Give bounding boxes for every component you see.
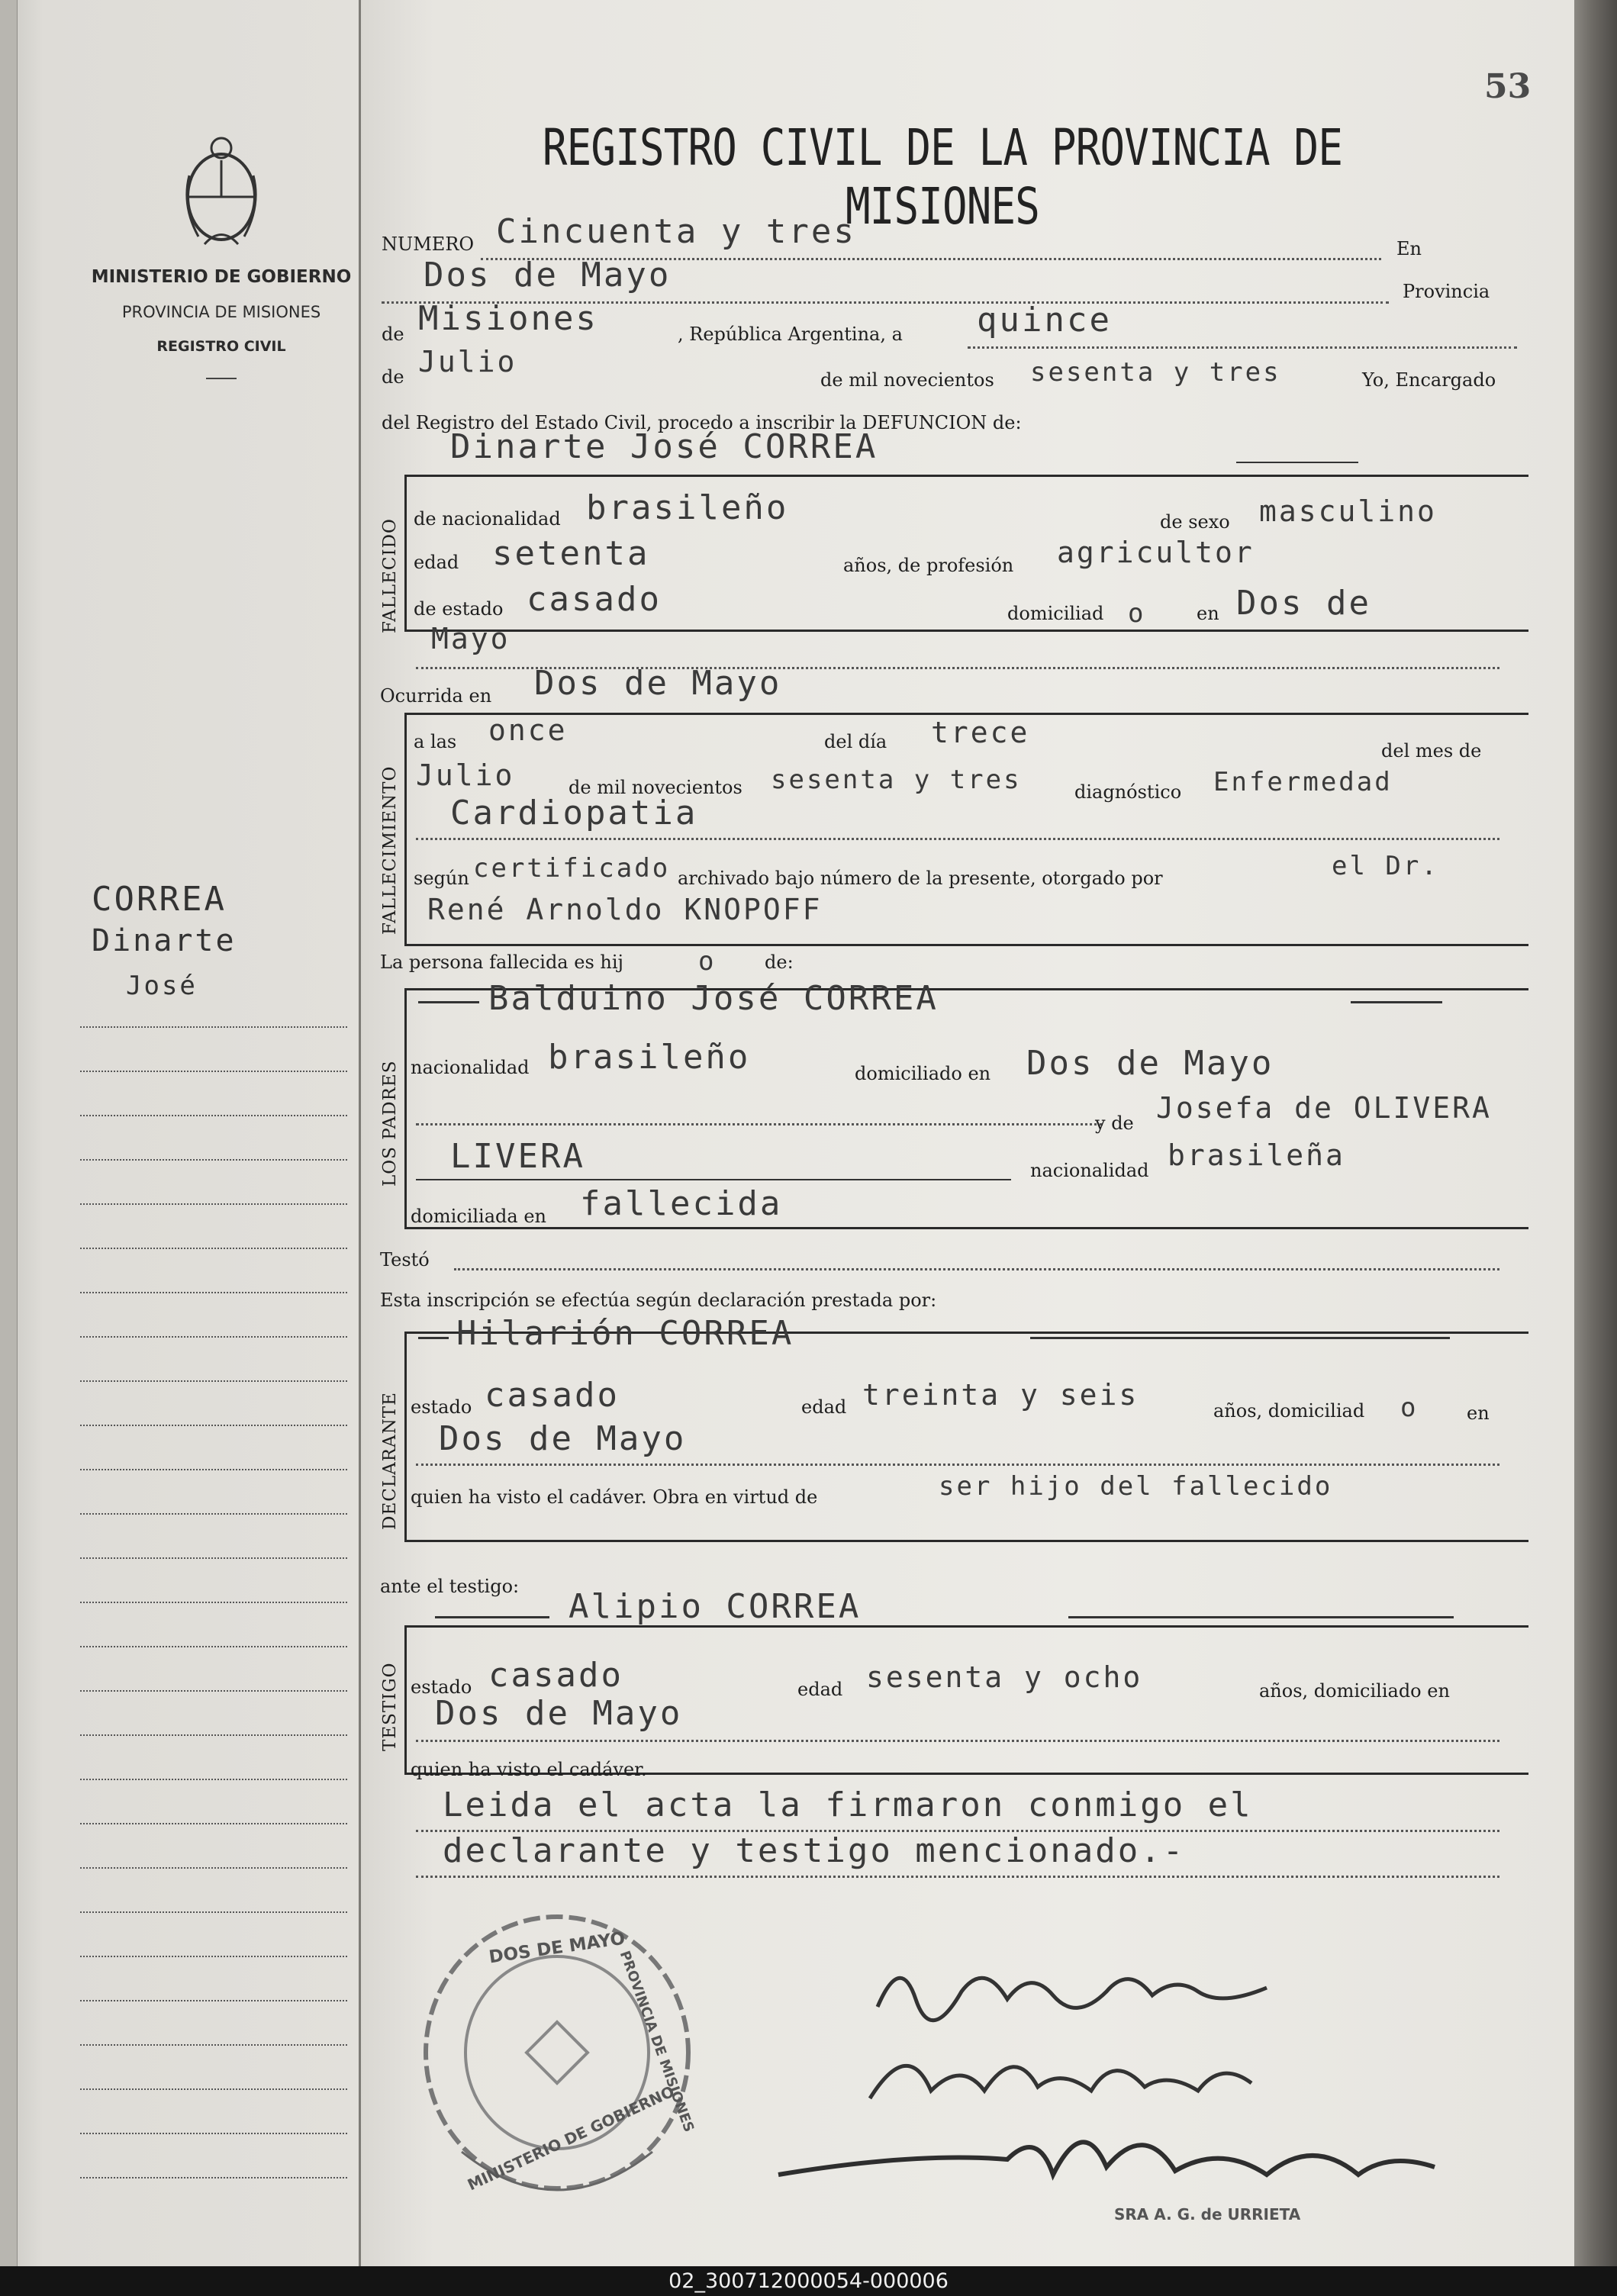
padres-section-label: LOS PADRES xyxy=(380,1060,400,1187)
yo-encargado-label: Yo, Encargado xyxy=(1362,369,1496,391)
sexo-label: de sexo xyxy=(1160,511,1230,533)
domiciliado-label: domiciliad xyxy=(1007,603,1104,624)
ministry-name: MINISTERIO DE GOBIERNO xyxy=(91,267,352,287)
margin-ruled-line xyxy=(80,1557,347,1559)
margin-ruled-line xyxy=(80,2088,347,2090)
coat-of-arms-icon xyxy=(176,130,267,252)
nacionalidad-value: brasileño xyxy=(586,488,789,527)
declarante-nombre: Hilarión CORREA xyxy=(456,1314,794,1353)
margin-ruled-line xyxy=(80,1026,347,1028)
padre-line-right xyxy=(1351,1001,1442,1003)
margin-ruled-line xyxy=(80,2044,347,2046)
de2-label: de xyxy=(382,366,404,388)
mes-inscripcion-value: Julio xyxy=(418,345,517,378)
certificado-value: certificado xyxy=(473,853,671,884)
dia-fallecimiento-value: trece xyxy=(931,716,1030,749)
seal-place-text: DOS DE MAYO xyxy=(488,1928,627,1968)
madre-domiciliada-label: domiciliada en xyxy=(411,1206,546,1227)
diagnostico-value-2: Cardiopatia xyxy=(450,794,698,832)
margin-ruled-line xyxy=(80,1336,347,1338)
sexo-value: masculino xyxy=(1259,494,1437,528)
fallecido-nombre-rule xyxy=(1236,462,1358,463)
anios-profesion-label: años, de profesión xyxy=(843,555,1014,576)
en-label: En xyxy=(1396,238,1422,259)
madre-nombre-1: Josefa de OLIVERA xyxy=(1156,1091,1492,1125)
margin-ruled-line xyxy=(80,1734,347,1736)
dia-inscripcion-value: quince xyxy=(977,301,1112,340)
diagnostico-value-1: Enfermedad xyxy=(1213,767,1393,797)
testigo-edad-value: sesenta y ocho xyxy=(866,1660,1143,1694)
margin-ruled-line xyxy=(80,1779,347,1780)
otorgado-value-2: René Arnoldo KNOPOFF xyxy=(427,893,823,926)
previous-page-stub xyxy=(0,0,18,2266)
testigo-quien-label: quien ha visto el cadáver. xyxy=(411,1759,647,1780)
hijo-label: La persona fallecida es hij xyxy=(380,952,623,973)
testigo-edad-label: edad xyxy=(797,1679,843,1700)
padre-dots xyxy=(416,1123,1103,1125)
page-number: 53 xyxy=(1484,67,1532,106)
cierre-dots-2 xyxy=(416,1876,1499,1878)
numero-value: Cincuenta y tres xyxy=(496,212,856,251)
ministry-province: PROVINCIA DE MISIONES xyxy=(121,303,321,321)
margin-ruled-line xyxy=(80,1823,347,1824)
hijo-de-label: de: xyxy=(765,952,794,973)
margin-ruled-line xyxy=(80,1513,347,1515)
margin-ruled-line xyxy=(80,2133,347,2134)
encargado-stamp-text: SRA A. G. de URRIETA xyxy=(1114,2205,1301,2224)
padre-nombre: Balduino José CORREA xyxy=(488,979,939,1018)
hora-value: once xyxy=(488,713,568,747)
document-title: REGISTRO CIVIL DE LA PROVINCIA DE MISIONES xyxy=(542,118,1343,236)
inscripcion-text: Esta inscripción se efectúa según declaración prestada por: xyxy=(380,1290,937,1311)
padre-domicilio-value: Dos de Mayo xyxy=(1026,1044,1274,1083)
profesion-value: agricultor xyxy=(1057,536,1255,569)
margin-ruled-line xyxy=(80,1380,347,1382)
declarante-dom-suffix: o xyxy=(1400,1393,1419,1423)
declarante-edad-label: edad xyxy=(801,1396,847,1418)
mil-label: de mil novecientos xyxy=(820,369,994,391)
domicilio-value-2: Mayo xyxy=(431,622,511,655)
margin-ruled-line xyxy=(80,1469,347,1470)
declarante-virtud-value: ser hijo del fallecido xyxy=(939,1471,1333,1502)
padre-line-left xyxy=(418,1001,479,1003)
otorgado-value-1: el Dr. xyxy=(1332,851,1439,881)
ocurrida-label: Ocurrida en xyxy=(380,685,492,707)
mes-fallecimiento-value: Julio xyxy=(416,758,515,792)
margin-ruled-line xyxy=(80,2177,347,2178)
margin-ruled-line xyxy=(80,1867,347,1869)
declarante-estado-label: estado xyxy=(411,1396,472,1418)
dia-dots xyxy=(968,346,1517,349)
del-mes-label: del mes de xyxy=(1381,740,1482,762)
declarante-section-label: DECLARANTE xyxy=(380,1392,400,1530)
margin-ruled-line xyxy=(80,1425,347,1426)
testigo-estado-value: casado xyxy=(488,1656,623,1695)
margin-ruled-line xyxy=(80,1646,347,1647)
fallecido-nombre: Dinarte José CORREA xyxy=(450,427,878,466)
madre-domicilio-value: fallecida xyxy=(580,1184,783,1223)
declarante-line-left xyxy=(418,1337,449,1339)
mil-fallecimiento-label: de mil novecientos xyxy=(569,777,742,798)
declarante-domicilio-value: Dos de Mayo xyxy=(439,1419,687,1458)
declarante-line-right xyxy=(1030,1337,1450,1339)
archivado-text: archivado bajo número de la presente, otorgado por xyxy=(678,868,1163,889)
cierre-line-1: Leida el acta la firmaron conmigo el xyxy=(443,1786,1253,1824)
testigo-section-label: TESTIGO xyxy=(380,1662,400,1751)
madre-nacionalidad-value: brasileña xyxy=(1168,1138,1345,1172)
diagnostico-label: diagnóstico xyxy=(1074,781,1182,803)
provincia-value: Misiones xyxy=(418,299,598,338)
margin-ruled-line xyxy=(80,1203,347,1205)
margin-ruled-line xyxy=(80,1956,347,1957)
anio-inscripcion-value: sesenta y tres xyxy=(1030,357,1281,388)
madre-nombre-rule xyxy=(416,1179,1011,1180)
margin-ruled-line xyxy=(80,1602,347,1603)
ocurrida-value: Dos de Mayo xyxy=(534,664,782,703)
ministry-underline xyxy=(206,378,237,379)
padre-domiciliado-label: domiciliado en xyxy=(855,1063,991,1084)
seal-ministry-text: MINISTERIO DE GOBIERNO xyxy=(464,2082,678,2195)
margin-ruled-line xyxy=(80,1911,347,1913)
fallecido-section-label: FALLECIDO xyxy=(380,518,400,633)
signature-declarante xyxy=(870,1946,1290,2037)
margin-ruled-line xyxy=(80,1690,347,1692)
ante-testigo-label: ante el testigo: xyxy=(380,1576,520,1597)
de-label: de xyxy=(382,324,404,345)
domicilio-en-label: en xyxy=(1197,603,1219,624)
margin-ruled-line xyxy=(80,1248,347,1249)
footer-image-id: 02_300712000054-000006 xyxy=(668,2269,949,2293)
segun-label: según xyxy=(414,868,469,889)
padre-nacionalidad-value: brasileño xyxy=(548,1038,751,1077)
diagnostico-dots xyxy=(416,838,1499,840)
book-page-edge xyxy=(1574,0,1617,2266)
cierre-line-2: declarante y testigo mencionado.- xyxy=(443,1831,1186,1870)
testo-label: Testó xyxy=(380,1249,430,1270)
margin-ruled-line xyxy=(80,1115,347,1116)
y-de-label: y de xyxy=(1095,1113,1134,1134)
testigo-nombre: Alipio CORREA xyxy=(569,1587,862,1626)
registro-text: del Registro del Estado Civil, procedo a inscribir la DEFUNCION de: xyxy=(382,412,1022,433)
margin-middle-name: José xyxy=(126,971,198,1001)
testo-dots xyxy=(454,1268,1499,1270)
testigo-anios-dom-label: años, domiciliado en xyxy=(1259,1680,1450,1702)
domicilio-value-1: Dos de xyxy=(1236,584,1371,623)
margin-surname: CORREA xyxy=(92,880,227,919)
nacionalidad-label: de nacionalidad xyxy=(414,508,561,530)
estado-value: casado xyxy=(527,580,662,619)
seal-province-text: PROVINCIA DE MISIONES xyxy=(616,1948,697,2135)
testigo-domicilio-value: Dos de Mayo xyxy=(435,1694,683,1733)
margin-first-name: Dinarte xyxy=(92,923,237,958)
testigo-estado-label: estado xyxy=(411,1676,472,1698)
estado-label: de estado xyxy=(414,598,504,620)
margin-ruled-line xyxy=(80,1159,347,1161)
madre-nombre-2: LIVERA xyxy=(450,1137,585,1176)
margin-ruled-line xyxy=(80,1292,347,1293)
testigo-line-right xyxy=(1068,1616,1454,1618)
declarante-edad-value: treinta y seis xyxy=(862,1378,1139,1412)
declarante-estado-value: casado xyxy=(485,1376,620,1415)
republica-text: , República Argentina, a xyxy=(678,324,903,345)
declarante-en-label: en xyxy=(1467,1402,1490,1424)
testigo-dots xyxy=(416,1740,1499,1742)
del-dia-label: del día xyxy=(824,731,887,752)
numero-label: NUMERO xyxy=(382,233,475,255)
a-las-label: a las xyxy=(414,731,457,752)
padre-nacionalidad-label: nacionalidad xyxy=(411,1057,530,1078)
declarante-dots xyxy=(416,1464,1499,1466)
provincia-label: Provincia xyxy=(1403,281,1490,302)
signature-encargado xyxy=(763,2098,1450,2205)
declarante-anios-dom-label: años, domiciliad xyxy=(1213,1400,1365,1422)
anio-fallecimiento-value: sesenta y tres xyxy=(771,765,1022,795)
domiciliado-suffix: o xyxy=(1128,598,1146,629)
lugar-value: Dos de Mayo xyxy=(424,256,672,295)
declarante-quien-label: quien ha visto el cadáver. Obra en virtud de xyxy=(411,1486,818,1508)
testigo-line-left xyxy=(435,1616,549,1618)
edad-label: edad xyxy=(414,552,459,573)
cierre-dots-1 xyxy=(416,1830,1499,1832)
fallecimiento-section-label: FALLECIMIENTO xyxy=(380,765,400,935)
ministry-registry: REGISTRO CIVIL xyxy=(156,338,286,355)
margin-ruled-line xyxy=(80,1071,347,1072)
edad-value: setenta xyxy=(492,534,650,573)
madre-nacionalidad-label: nacionalidad xyxy=(1030,1160,1149,1181)
margin-ruled-line xyxy=(80,2000,347,2001)
hijo-suffix: o xyxy=(698,946,717,977)
